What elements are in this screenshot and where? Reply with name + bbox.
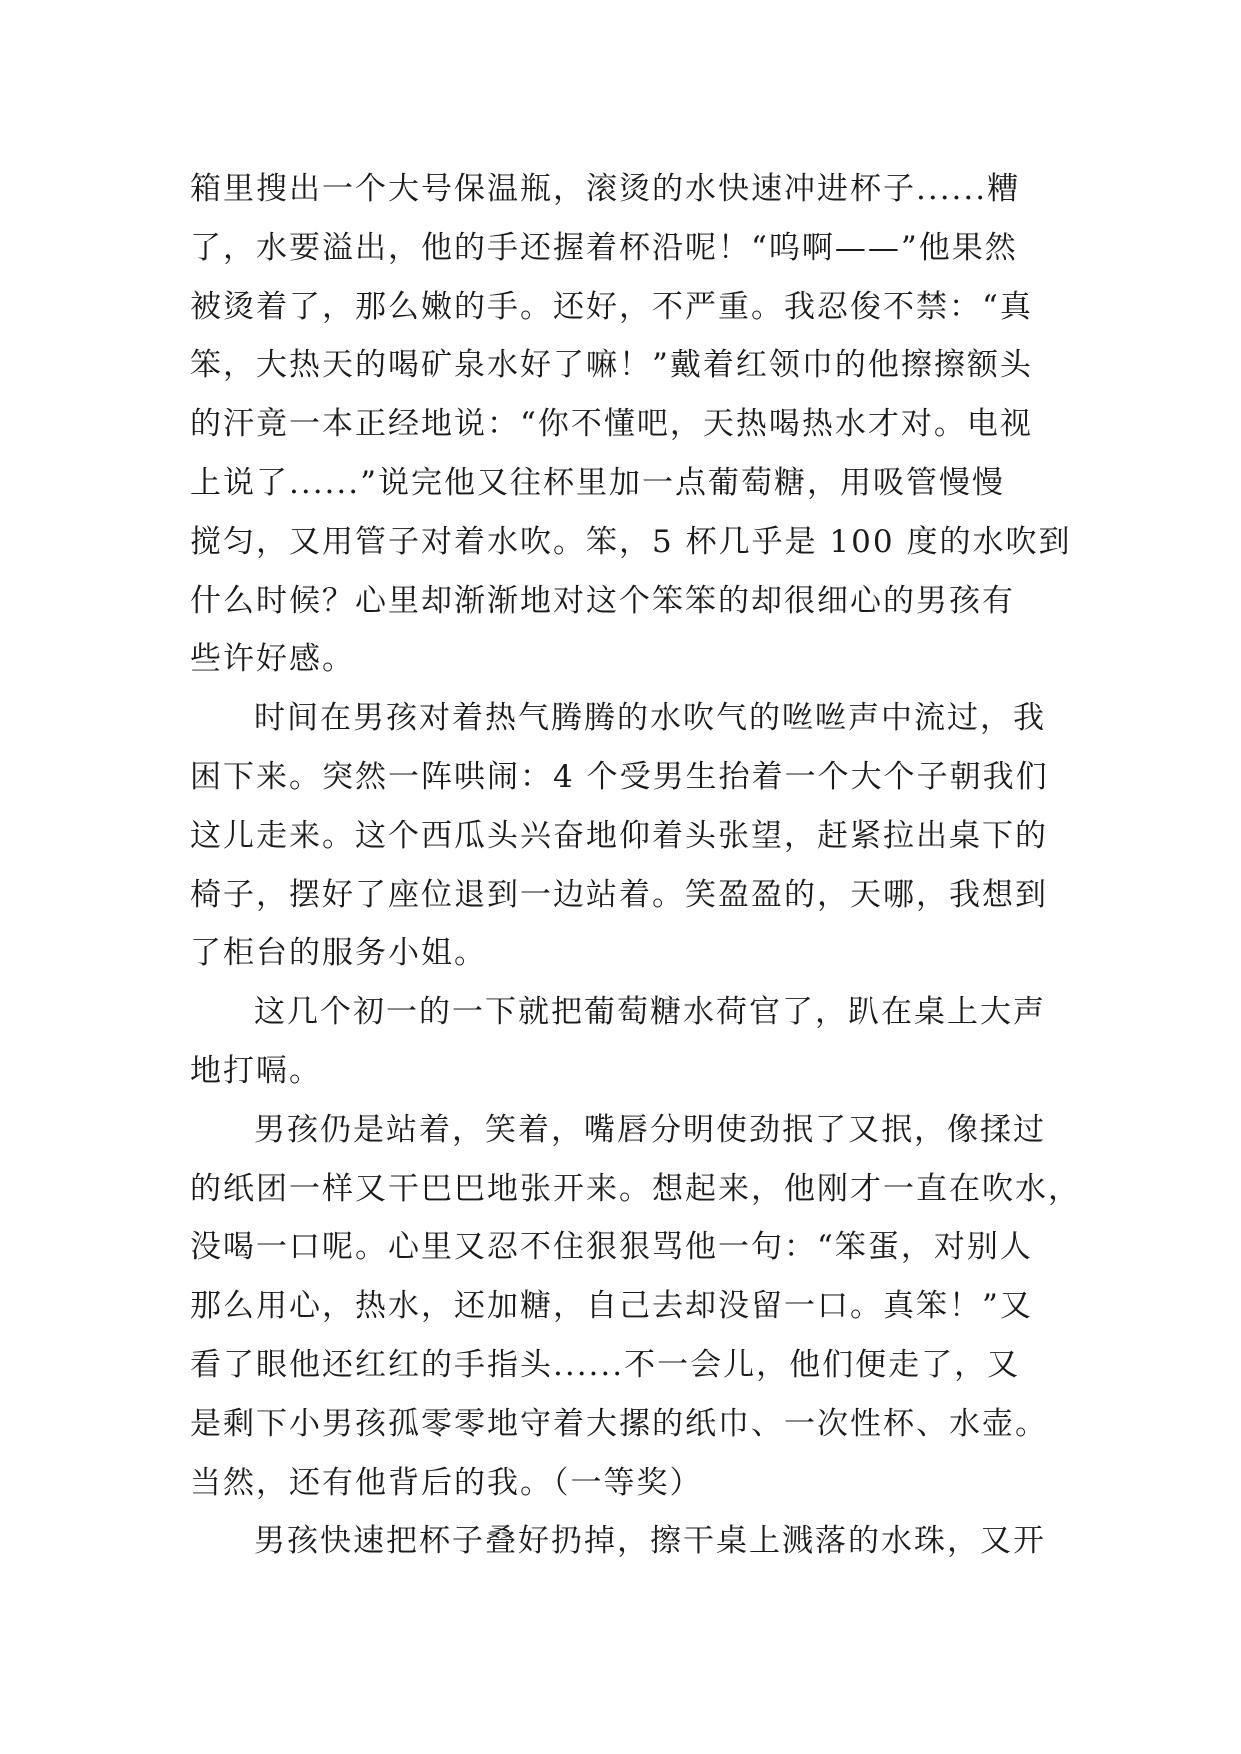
text-line: 上说了......”说完他又往杯里加一点葡萄糖，用吸管慢慢 — [190, 464, 1005, 501]
text-line: 了柜台的服务小姐。 — [190, 935, 487, 972]
text-line: 箱里搜出一个大号保温瓶，滚烫的水快速冲进杯子......糟 — [190, 171, 1021, 207]
text-line: 笨，大热天的喝矿泉水好了嘛！”戴着红领巾的他擦擦额头 — [190, 347, 1033, 384]
text-line: 地打嗝。 — [190, 1052, 322, 1089]
text-line: 当然，还有他背后的我。（一等奖） — [190, 1464, 703, 1501]
text-line: 看了眼他还红红的手指头......不一会儿，他们便走了，又 — [190, 1346, 1021, 1383]
paragraph-first-line: 这几个初一的一下就把葡萄糖水荷官了，趴在桌上大声 — [254, 994, 1046, 1031]
paragraph-first-line: 男孩仍是站着，笑着，嘴唇分明使劲抿了又抿，像揉过 — [254, 1111, 1046, 1148]
text-line: 什么时候？心里却渐渐地对这个笨笨的却很细心的男孩有 — [190, 582, 1015, 619]
text-line: 困下来。突然一阵哄闹：4 个受男生抬着一个大个子朝我们 — [190, 758, 1049, 795]
text-line: 了，水要溢出，他的手还握着杯沿呢！“呜啊——”他果然 — [190, 229, 1018, 266]
text-line: 些许好感。 — [190, 641, 355, 678]
text-line: 的纸团一样又干巴巴地张开来。想起来，他刚才一直在吹水， — [190, 1170, 1081, 1207]
text-line: 被烫着了，那么嫩的手。还好，不严重。我忍俊不禁：“真 — [190, 288, 1033, 325]
text-line: 搅匀，又用管子对着水吹。笨，5 杯几乎是 100 度的水吹到 — [190, 523, 1072, 560]
text-line: 是剩下小男孩孤零零地守着大摞的纸巾、一次性杯、水壶。 — [190, 1405, 1048, 1442]
text-line: 的汗竟一本正经地说：“你不懂吧，天热喝热水才对。电视 — [190, 406, 1033, 443]
text-line: 那么用心，热水，还加糖，自己去却没留一口。真笨！”又 — [190, 1288, 1033, 1325]
text-line: 没喝一口呢。心里又忍不住狠狠骂他一句：“笨蛋，对别人 — [190, 1229, 1033, 1266]
text-line: 椅子，摆好了座位退到一边站着。笑盈盈的，天哪，我想到 — [190, 876, 1048, 913]
body-text — [190, 160, 1090, 1571]
paragraph-first-line: 男孩快速把杯子叠好扔掉，擦干桌上溅落的水珠，又开 — [254, 1523, 1046, 1560]
paragraph-first-line: 时间在男孩对着热气腾腾的水吹气的咝咝声中流过，我 — [254, 700, 1046, 737]
text-line: 这儿走来。这个西瓜头兴奋地仰着头张望，赶紧拉出桌下的 — [190, 817, 1048, 854]
